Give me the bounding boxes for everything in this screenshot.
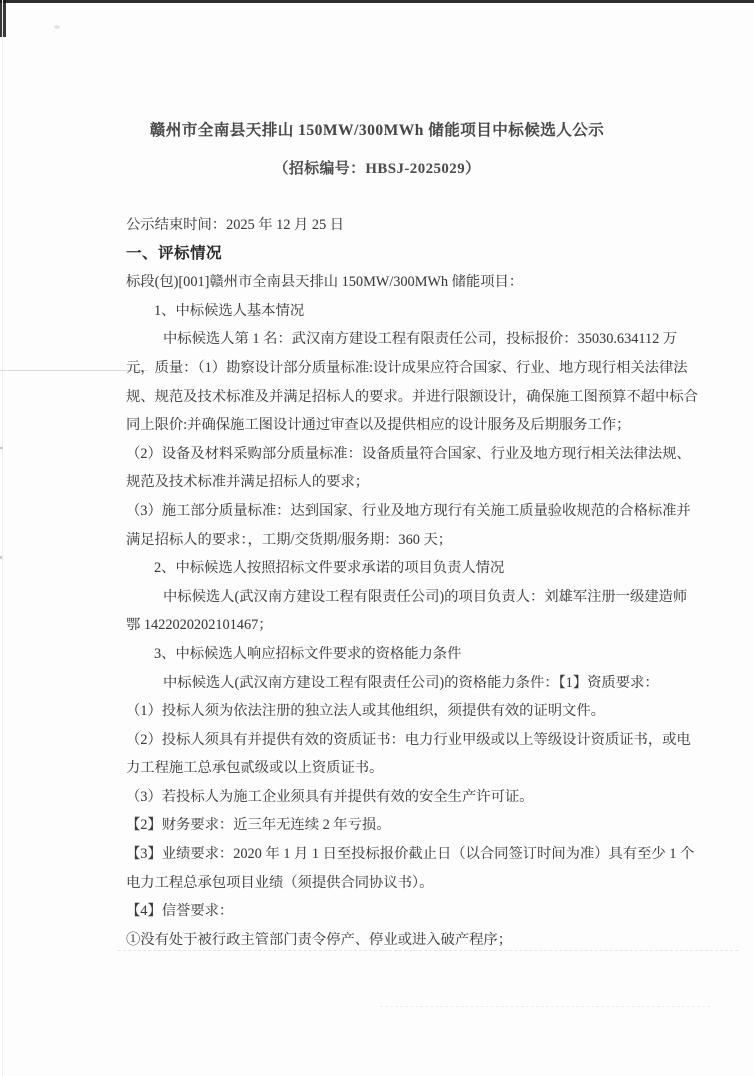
- body-line: （1）投标人须为依法注册的独立法人或其他组织，须提供有效的证明文件。: [126, 703, 605, 720]
- scan-bleedthrough-line: [380, 1006, 710, 1007]
- financial-requirement-line: 【2】财务要求：近三年无连续 2 年亏损。: [126, 817, 391, 834]
- license-number-line: 鄂 1422020202101467；: [126, 617, 273, 634]
- body-line: 元，质量：（1）勘察设计部分质量标准:设计成果应符合国家、行业、地方现行相关法律法: [126, 359, 688, 376]
- document-subtitle-bid-number: （招标编号：HBSJ-2025029）: [273, 161, 481, 177]
- body-line: 满足招标人的要求：，工期/交货期/服务期：360 天；: [126, 531, 453, 548]
- body-line: （3）施工部分质量标准：达到国家、行业及地方现行有关施工质量验收规范的合格标准并: [126, 502, 691, 519]
- body-line: 电力工程总承包项目业绩（须提供合同协议书）。: [126, 874, 434, 891]
- body-line: 规范及技术标准并满足招标人的要求；: [126, 474, 370, 491]
- document-title: 赣州市全南县天排山 150MW/300MWh 储能项目中标候选人公示: [149, 122, 605, 139]
- qualification-line: 中标候选人(武汉南方建设工程有限责任公司)的资格能力条件：【1】资质要求：: [163, 674, 659, 691]
- performance-requirement-line: 【3】业绩要求：2020 年 1 月 1 日至投标报价截止日（以合同签订时间为准）具有至少 1 个: [126, 846, 695, 863]
- scan-left-edge-mark: [0, 0, 6, 37]
- document-body: [126, 211, 698, 954]
- body-line: 同上限价:并确保施工图设计通过审查以及提供相应的设计服务及后期服务工作；: [126, 417, 631, 434]
- scan-smudge: [54, 25, 60, 29]
- scan-top-edge-line: [0, 0, 754, 3]
- body-line: （3）若投标人为施工企业须具有并提供有效的安全生产许可证。: [126, 788, 534, 805]
- project-manager-line: 中标候选人(武汉南方建设工程有限责任公司)的项目负责人：刘雄军注册一级建造师: [163, 588, 688, 605]
- section-heading-evaluation: 一、评标情况: [126, 244, 223, 262]
- body-line: （2）投标人须具有并提供有效的资质证书：电力行业甲级或以上等级设计资质证书，或电: [126, 731, 691, 748]
- reputation-requirement-line: 【4】信誉要求：: [126, 903, 234, 920]
- item-2-heading: 2、中标候选人按照招标文件要求承诺的项目负责人情况: [154, 560, 505, 577]
- scan-left-tick: [0, 556, 2, 559]
- body-line: （2）设备及材料采购部分质量标准：设备质量符合国家、行业及地方现行相关法律法规、: [126, 445, 691, 462]
- candidate-info-line: 中标候选人第 1 名：武汉南方建设工程有限责任公司，投标报价：35030.634112 万: [163, 331, 678, 348]
- bid-section-line: 标段(包)[001]赣州市全南县天排山 150MW/300MWh 储能项目：: [126, 274, 524, 291]
- body-line: 力工程施工总承包贰级或以上资质证书。: [126, 760, 384, 777]
- body-line: 规、规范及技术标准及并满足招标人的要求。并进行限额设计，确保施工图预算不超中标合: [126, 388, 698, 405]
- scan-left-tick: [0, 447, 3, 449]
- publicity-end-time: 公示结束时间：2025 年 12 月 25 日: [126, 217, 345, 233]
- body-line: ①没有处于被行政主管部门责令停产、停业或进入破产程序；: [126, 931, 513, 948]
- item-1-heading: 1、中标候选人基本情况: [154, 302, 305, 319]
- item-3-heading: 3、中标候选人响应招标文件要求的资格能力条件: [154, 645, 462, 662]
